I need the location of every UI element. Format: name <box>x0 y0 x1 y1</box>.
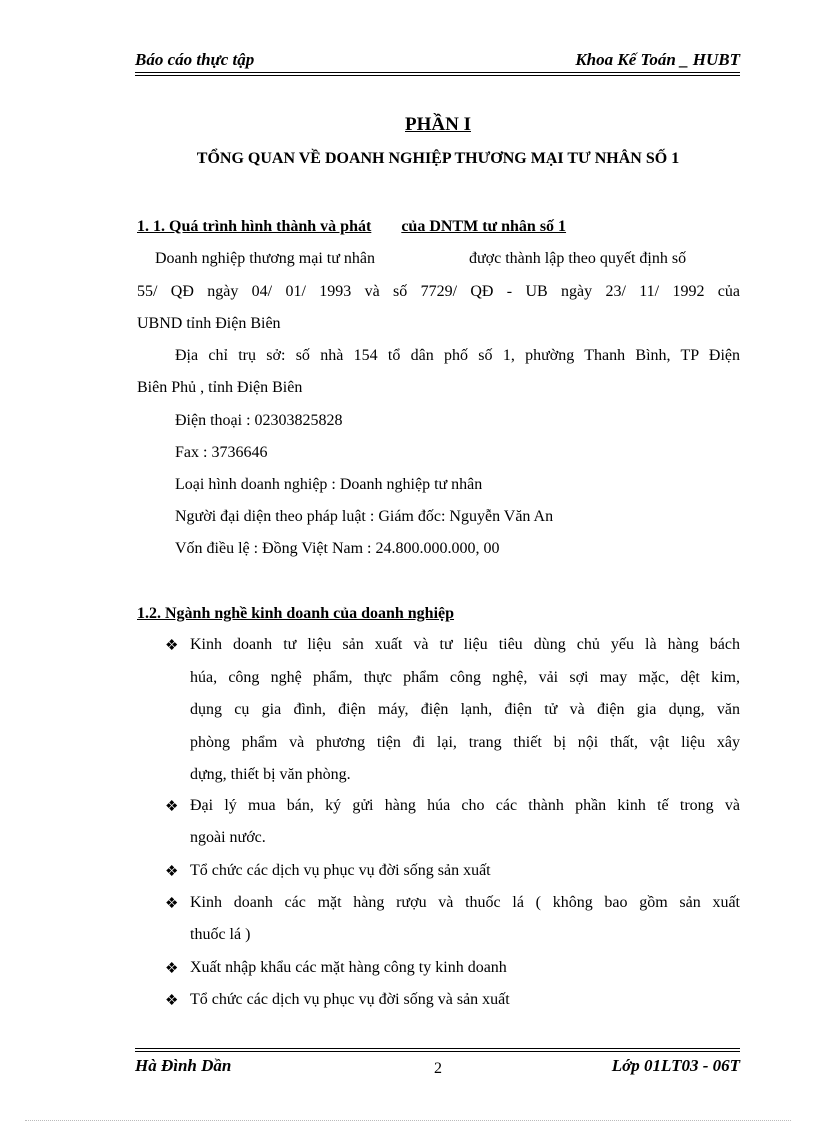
bullet2-line1: Đại lý mua bán, ký gửi hàng húa cho các thành phần kinh tế trong và <box>190 797 740 814</box>
capital-line: Vốn điều lệ : Đồng Việt Nam : 24.800.000.000, 00 <box>175 540 500 557</box>
address-line1: Địa chỉ trụ sở: số nhà 154 tổ dân phố số 1, phường Thanh Bình, TP Điện <box>175 347 740 364</box>
section1-heading-part-b: của DNTM tư nhân số 1 <box>401 218 567 235</box>
bullet4-line1: Kinh doanh các mặt hàng rượu và thuốc lá ( không bao gồm sản xuất <box>190 894 740 911</box>
bullet-icon: ❖ <box>165 896 179 912</box>
bullet2-line2: ngoài nước. <box>190 829 266 846</box>
header-rule-thin <box>135 75 740 76</box>
representative-line: Người đại diện theo pháp luật : Giám đốc: Nguyễn Văn An <box>175 508 554 525</box>
part-subtitle: TỔNG QUAN VỀ DOANH NGHIỆP THƯƠNG MẠI TƯ NHÂN SỐ 1 <box>196 150 680 167</box>
footer-rule <box>135 1051 740 1052</box>
bullet1-line4: phòng phẩm và phương tiện đi lại, trang thiết bị nội thất, vật liệu xây <box>190 734 740 751</box>
page-number: 2 <box>434 1060 442 1077</box>
page-edge-divider <box>25 1120 791 1121</box>
bullet1-line3: dụng cụ gia đình, điện máy, điện lạnh, điện tử và điện gia dụng, văn <box>190 701 740 718</box>
section2-heading: 1.2. Ngành nghề kinh doanh của doanh nghiệp <box>137 605 455 622</box>
bullet1-line2: húa, công nghệ phẩm, thực phẩm công nghệ, vải sợi may mặc, dệt kim, <box>190 669 740 686</box>
para1-line1-a: Doanh nghiệp thương mại tư nhân <box>155 250 375 267</box>
phone-line: Điện thoại : 02303825828 <box>175 412 343 429</box>
bullet-icon: ❖ <box>165 961 179 977</box>
para1-line1-b: được thành lập theo quyết định số <box>469 250 687 267</box>
header-right-title: Khoa Kế Toán _ HUBT <box>575 50 740 69</box>
header-rule <box>135 72 740 73</box>
header-left-title: Báo cáo thực tập <box>135 50 255 69</box>
footer-author: Hà Đình Dần <box>135 1056 232 1075</box>
bullet6-line1: Tổ chức các dịch vụ phục vụ đời sống và sản xuất <box>190 991 510 1008</box>
bullet1-line5: dựng, thiết bị văn phòng. <box>190 766 351 783</box>
page-header <box>135 48 740 72</box>
address-line2: Biên Phủ , tỉnh Điện Biên <box>137 379 303 396</box>
bullet-icon: ❖ <box>165 799 179 815</box>
footer-class: Lớp 01LT03 - 06T <box>611 1056 740 1075</box>
bullet-icon: ❖ <box>165 993 179 1009</box>
bullet3-line1: Tổ chức các dịch vụ phục vụ đời sống sản xuất <box>190 862 491 879</box>
bullet5-line1: Xuất nhập khẩu các mặt hàng công ty kinh doanh <box>190 959 507 976</box>
footer-rule-thin <box>135 1048 740 1049</box>
fax-line: Fax : 3736646 <box>175 444 268 461</box>
bullet1-line1: Kinh doanh tư liệu sản xuất và tư liệu tiêu dùng chủ yếu là hàng bách <box>190 636 740 653</box>
part-title: PHẦN I <box>405 114 471 135</box>
page-footer <box>135 1054 740 1080</box>
bullet4-line2: thuốc lá ) <box>190 926 251 943</box>
bullet-icon: ❖ <box>165 638 179 654</box>
section1-heading-part-a: 1. 1. Quá trình hình thành và phát <box>137 218 372 235</box>
para1-line3: UBND tỉnh Điện Biên <box>137 315 281 332</box>
bullet-icon: ❖ <box>165 864 179 880</box>
section1-heading <box>137 218 566 236</box>
business-type-line: Loại hình doanh nghiệp : Doanh nghiệp tư nhân <box>175 476 483 493</box>
para1-line2: 55/ QĐ ngày 04/ 01/ 1993 và số 7729/ QĐ - UB ngày 23/ 11/ 1992 của <box>137 283 740 300</box>
